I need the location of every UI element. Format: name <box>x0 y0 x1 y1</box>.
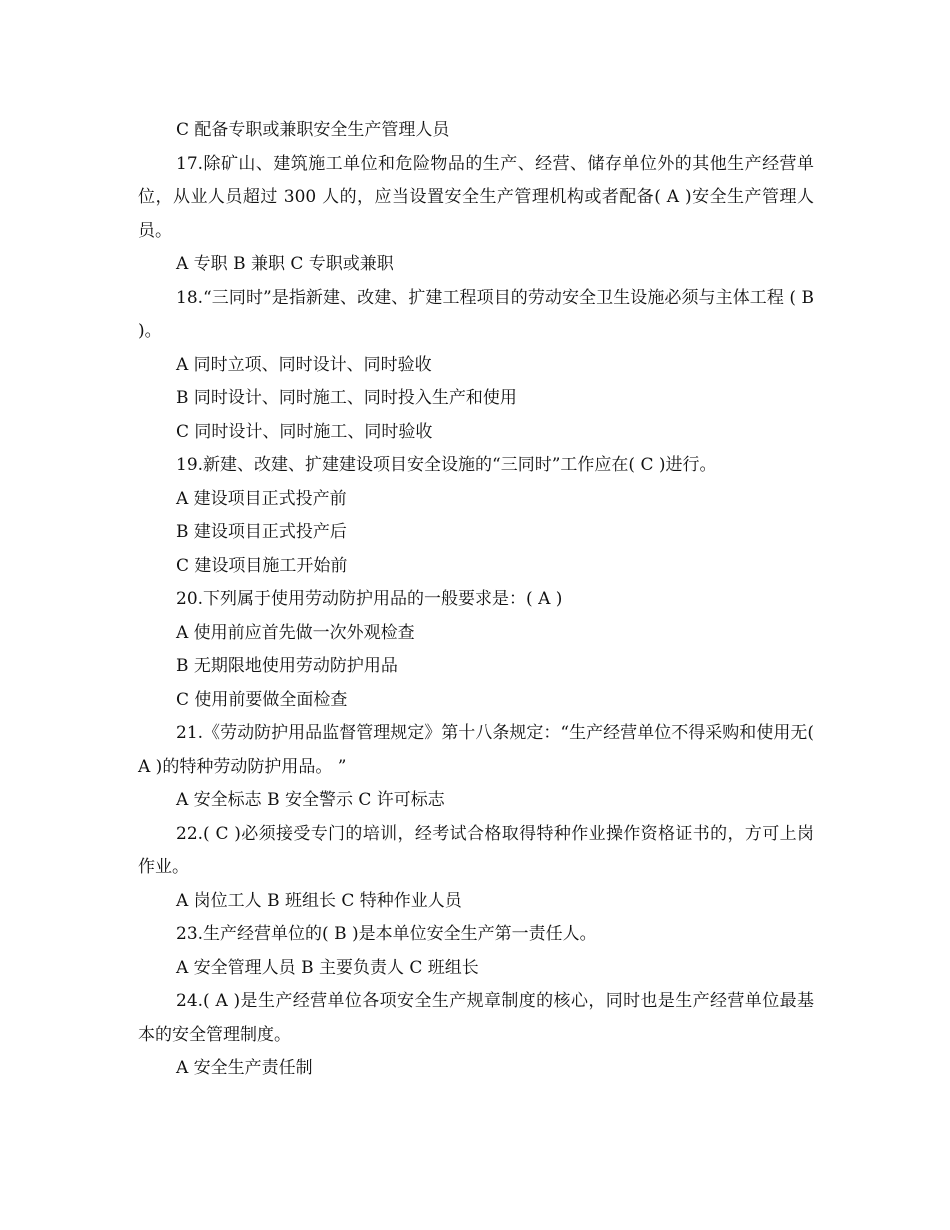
option-line: B 同时设计、同时施工、同时投入生产和使用 <box>176 388 517 408</box>
question-18: 18.“三同时”是指新建、改建、扩建工程项目的劳动安全卫生设施必须与主体工程 ( B )。 <box>138 287 814 341</box>
question-20: 20.下列属于使用劳动防护用品的一般要求是：( A ) <box>176 589 563 609</box>
option-line: A 安全管理人员 B 主要负责人 C 班组长 <box>176 957 479 978</box>
option-line: C 同时设计、同时施工、同时验收 <box>176 421 433 442</box>
question-23: 23.生产经营单位的( B )是本单位安全生产第一责任人。 <box>176 924 597 944</box>
option-line: C 配备专职或兼职安全生产管理人员 <box>176 120 450 140</box>
option-line: A 使用前应首先做一次外观检查 <box>176 622 415 643</box>
option-line: A 安全生产责任制 <box>176 1058 313 1078</box>
question-21: 21.《劳动防护用品监督管理规定》第十八条规定：“生产经营单位不得采购和使用无( A )的特种劳动防护用品。 ” <box>138 723 814 777</box>
question-24: 24.( A )是生产经营单位各项安全生产规章制度的核心，同时也是生产经营单位最基本的安全管理制度。 <box>138 991 814 1045</box>
option-line: B 建设项目正式投产后 <box>176 522 347 542</box>
option-line: A 建设项目正式投产前 <box>176 488 347 509</box>
question-19: 19.新建、改建、扩建建设项目安全设施的“三同时”工作应在( C )进行。 <box>176 455 717 475</box>
option-line: A 安全标志 B 安全警示 C 许可标志 <box>176 790 445 810</box>
question-22: 22.( C )必须接受专门的培训，经考试合格取得特种作业操作资格证书的，方可上岗作业。 <box>138 823 814 877</box>
option-line: A 专职 B 兼职 C 专职或兼职 <box>176 254 394 274</box>
option-line: C 建设项目施工开始前 <box>176 555 348 576</box>
option-line: A 同时立项、同时设计、同时验收 <box>176 354 432 375</box>
question-17: 17.除矿山、建筑施工单位和危险物品的生产、经营、储存单位外的其他生产经营单位，从业人员超过 300 人的，应当设置安全生产管理机构或者配备( A )安全生产管理人员。 <box>138 153 814 241</box>
option-line: B 无期限地使用劳动防护用品 <box>176 656 398 676</box>
option-line: A 岗位工人 B 班组长 C 特种作业人员 <box>176 890 462 911</box>
document-body <box>138 114 814 1086</box>
option-line: C 使用前要做全面检查 <box>176 689 348 710</box>
